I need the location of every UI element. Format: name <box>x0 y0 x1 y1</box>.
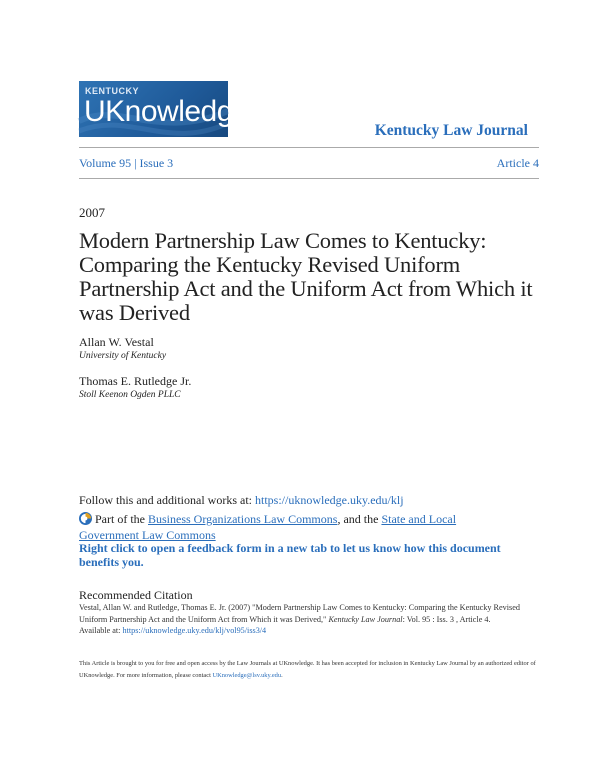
author-name: Allan W. Vestal <box>79 335 154 349</box>
journal-name-link[interactable]: Kentucky Law Journal <box>374 122 528 139</box>
footer-text: This Article is brought to you for free and open access by the Law Journals at UKnowledge. It has been accepted for inclusion in Kentucky Law Journal by an authorized editor of UKnowledge. For more information, please contact <box>79 660 536 679</box>
uknowledge-logo[interactable] <box>79 81 250 137</box>
citation-available-prefix: Available at: <box>79 626 123 635</box>
article-number-link[interactable]: Article 4 <box>496 156 539 170</box>
volume-issue-link[interactable]: Volume 95 | Issue 3 <box>79 156 174 170</box>
publication-year: 2007 <box>79 205 105 220</box>
author-affiliation: University of Kentucky <box>79 351 167 361</box>
citation-url-link[interactable]: https://uknowledge.uky.edu/klj/vol95/iss3/4 <box>122 626 267 635</box>
footer-notice <box>79 658 549 681</box>
article-title: Modern Partnership Law Comes to Kentucky: Comparing the Kentucky Revised Uniform Partnership Act and the Uniform Act from Which it was Derived <box>79 228 533 325</box>
network-icon <box>79 512 92 525</box>
contact-email-link[interactable]: UKnowledge@lsv.uky.edu <box>212 671 282 679</box>
follow-prefix: Follow this and additional works at: <box>79 493 255 507</box>
part-of-prefix: Part of the <box>95 512 148 526</box>
citation-text <box>79 602 549 637</box>
header-divider-top <box>79 147 539 148</box>
recommended-citation-heading: Recommended Citation <box>79 588 193 602</box>
part-of-mid: , and the <box>337 512 382 526</box>
header-divider-bottom <box>79 178 539 179</box>
footer-end: . <box>281 671 283 679</box>
citation-post: : Vol. 95 : Iss. 3 , Article 4. <box>402 614 491 624</box>
author-affiliation: Stoll Keenon Ogden PLLC <box>79 390 181 400</box>
follow-url-link[interactable]: https://uknowledge.uky.edu/klj <box>255 493 404 507</box>
feedback-link[interactable]: Right click to open a feedback form in a new tab to let us know how this document benefits you. <box>79 541 501 569</box>
citation-journal: Kentucky Law Journal <box>328 614 403 624</box>
commons-link-state-local[interactable]: State and Local Government Law Commons <box>79 512 457 542</box>
author-name: Thomas E. Rutledge Jr. <box>79 374 192 388</box>
logo-uknowledge-text: UKnowledge <box>84 95 250 128</box>
commons-link-business[interactable]: Business Organizations Law Commons <box>148 512 338 526</box>
logo-kentucky-text: KENTUCKY <box>85 86 140 96</box>
part-of-line <box>79 511 519 543</box>
citation-pre: Vestal, Allan W. and Rutledge, Thomas E. Jr. (2007) "Modern Partnership Law Comes to Kentucky: Comparing the Kentucky Revised Uniform Partnership Act and the Uniform Act from Which it was Derived," <box>79 603 520 624</box>
follow-line <box>79 493 404 508</box>
